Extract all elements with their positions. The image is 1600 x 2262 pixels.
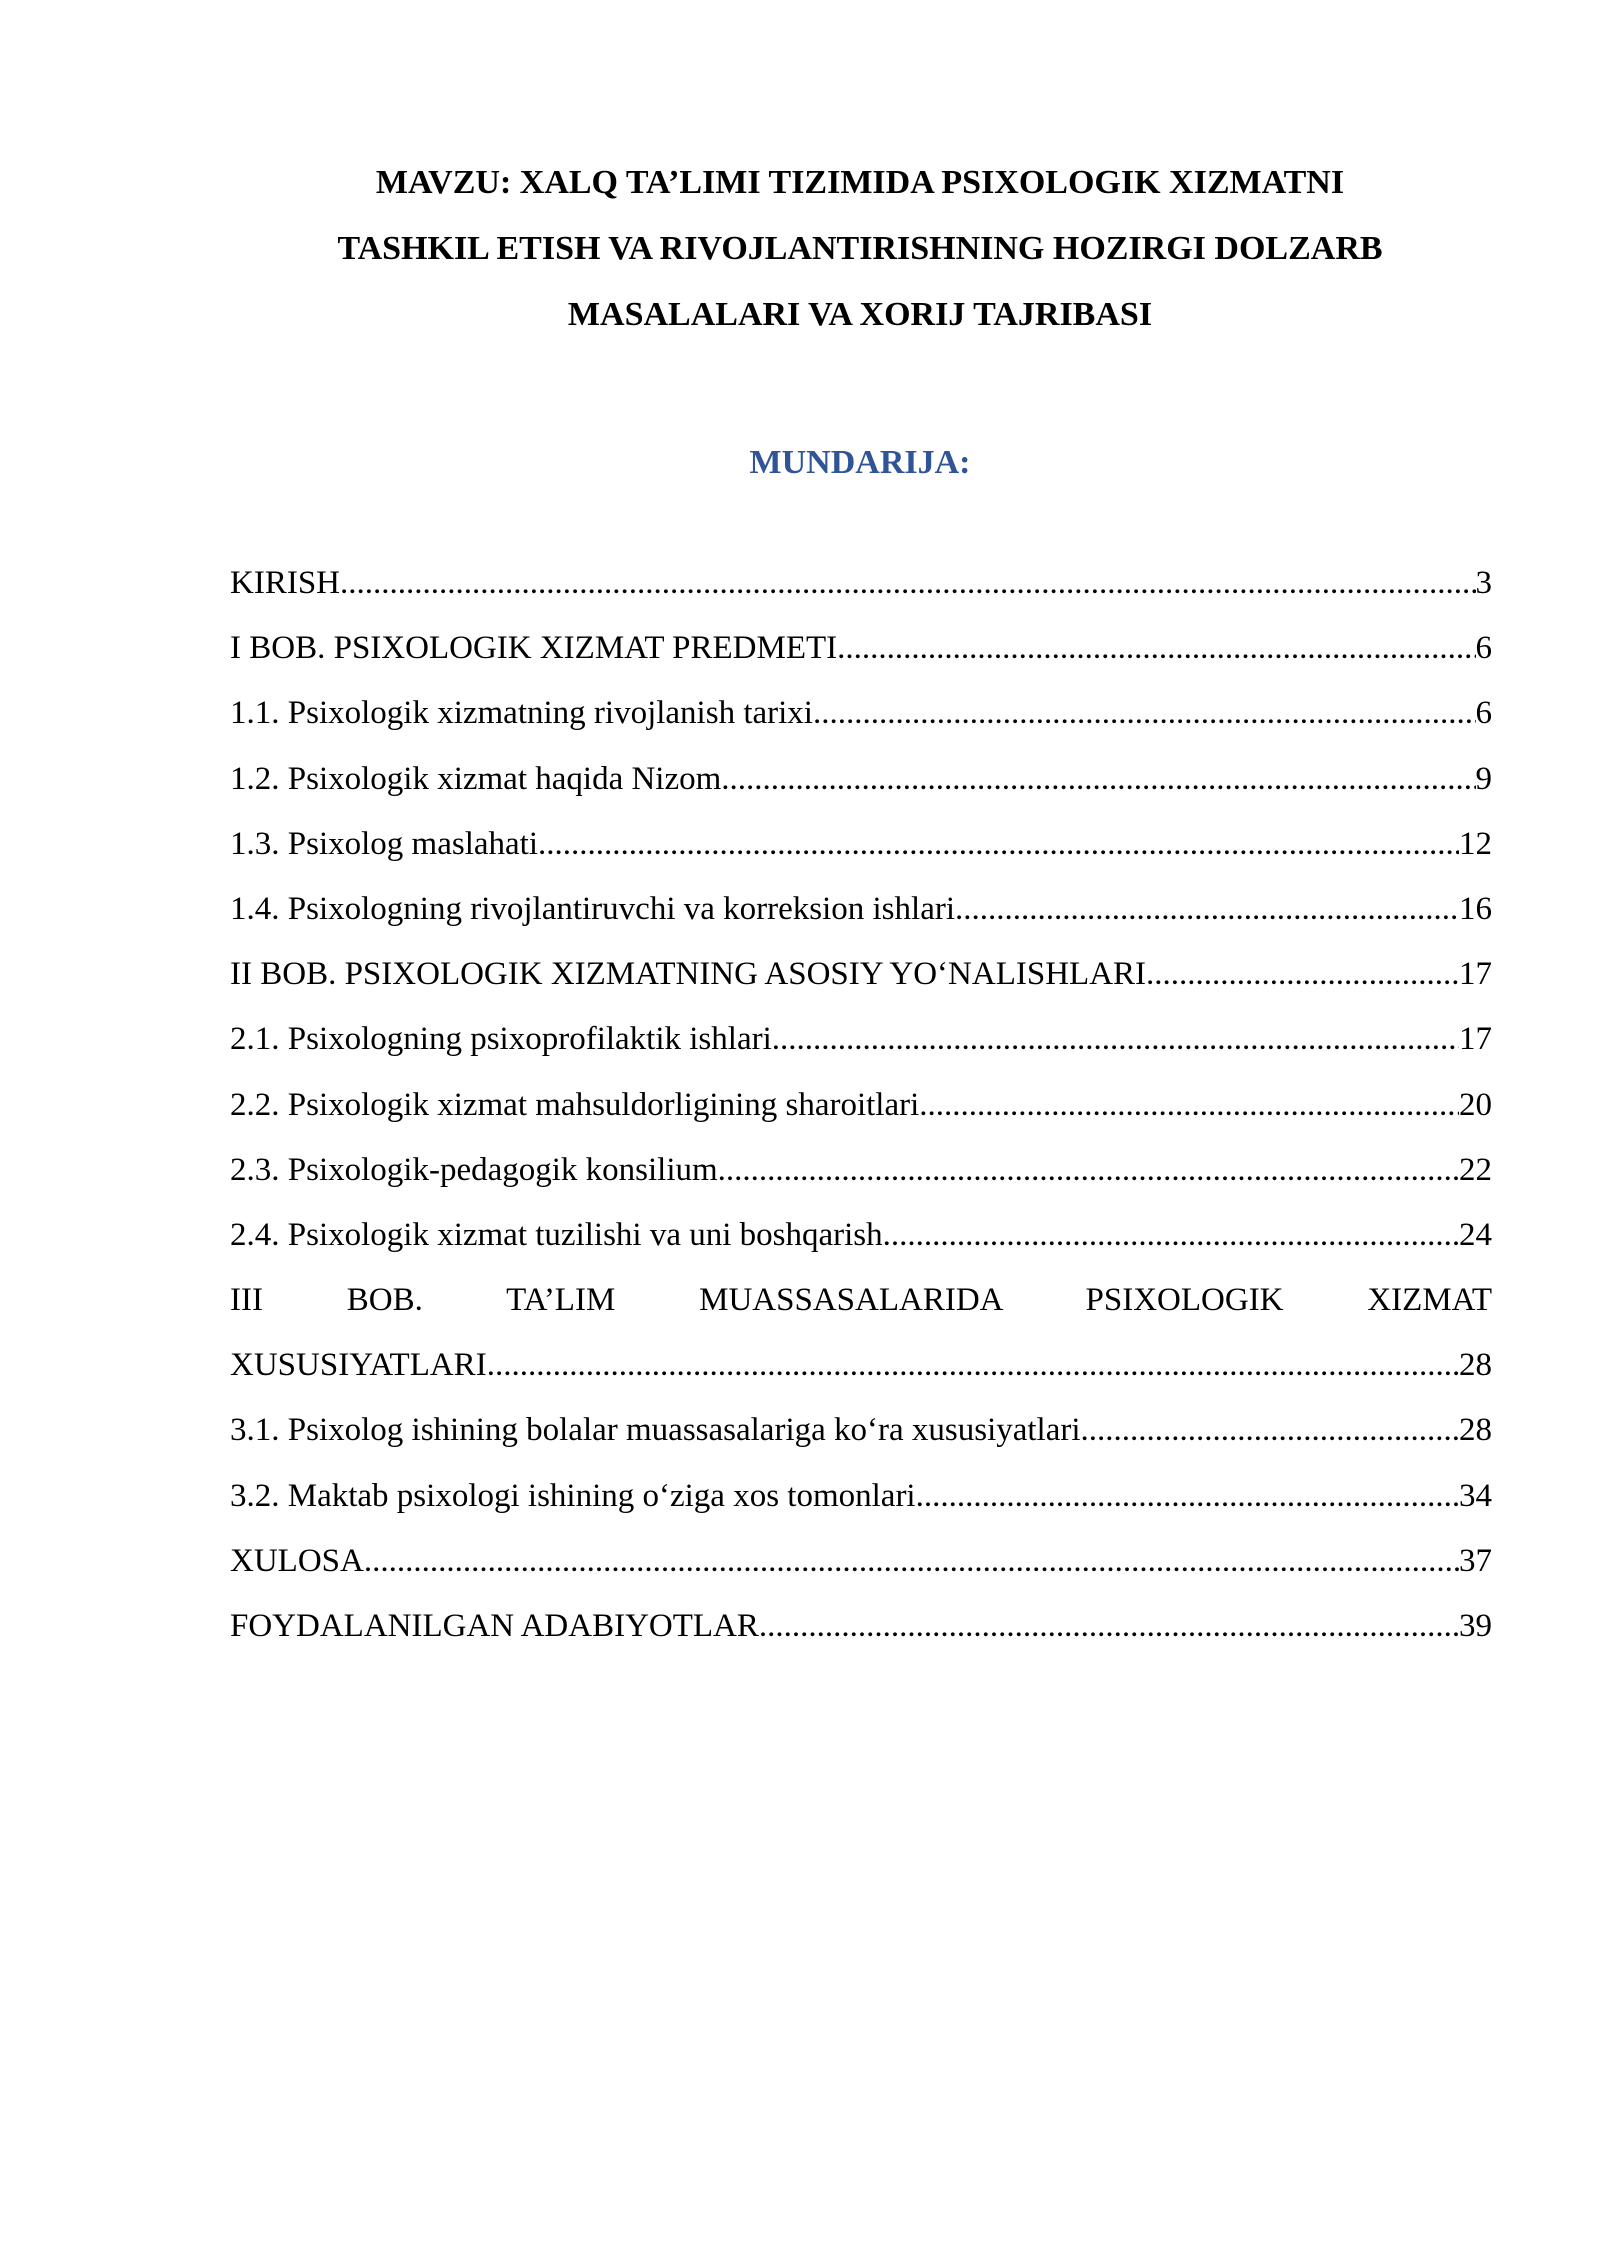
toc-entry[interactable] — [230, 747, 1492, 812]
toc-entry-page: 34 — [1459, 1477, 1492, 1514]
toc-entry[interactable] — [230, 681, 1492, 746]
toc-entry-label: 3.1. Psixolog ishining bolalar muassasalariga ko‘ra xususiyatlari — [230, 1412, 1081, 1449]
toc-entry-label: 1.1. Psixologik xizmatning rivojlanish tarixi — [230, 695, 813, 732]
document-title — [250, 150, 1470, 348]
toc-entry-page: 17 — [1459, 1021, 1492, 1058]
title-line-2: TASHKIL ETISH VA RIVOJLANTIRISHNING HOZIRGI DOLZARB — [337, 230, 1383, 267]
toc-entry-label: 1.2. Psixologik xizmat haqida Nizom — [230, 760, 722, 797]
toc-entry[interactable] — [230, 942, 1492, 1007]
toc-entry-page: 37 — [1459, 1542, 1492, 1579]
toc-dot-leader — [340, 551, 1475, 616]
toc-dot-leader — [1146, 942, 1459, 1007]
toc-entry-page: 12 — [1459, 825, 1492, 862]
toc-entry-label: 2.4. Psixologik xizmat tuzilishi va uni boshqarish — [230, 1216, 883, 1253]
toc-entry-label: 2.2. Psixologik xizmat mahsuldorligining sharoitlari — [230, 1086, 920, 1123]
toc-entry-page: 3 — [1475, 565, 1492, 601]
toc-dot-leader — [955, 877, 1459, 942]
toc-entry[interactable] — [230, 1398, 1492, 1463]
toc-entry-page: 28 — [1459, 1412, 1492, 1449]
toc-entry[interactable] — [230, 1464, 1492, 1529]
toc-dot-leader — [1081, 1398, 1459, 1463]
toc-entry[interactable] — [230, 812, 1492, 877]
toc-entry-label: 2.3. Psixologik-pedagogik konsilium — [230, 1151, 718, 1188]
toc-entry-label: FOYDALANILGAN ADABIYOTLAR — [230, 1608, 759, 1644]
toc-entry-label: KIRISH — [230, 565, 341, 601]
toc-entry[interactable] — [230, 616, 1492, 681]
toc-entry-page: 16 — [1459, 890, 1492, 927]
toc-entry-label: XULOSA — [230, 1542, 364, 1579]
toc-dot-leader — [718, 1138, 1459, 1203]
toc-entry-label-line-1: III BOB. TA’LIM MUASSASALARIDA PSIXOLOGIK XIZMAT — [230, 1282, 1492, 1319]
toc-dot-leader — [538, 812, 1459, 877]
toc-dot-leader — [721, 747, 1475, 812]
toc-dot-leader — [759, 1594, 1459, 1659]
toc-dot-leader — [487, 1333, 1459, 1398]
toc-heading: MUNDARIJA: — [749, 444, 971, 481]
title-line-1: MAVZU: XALQ TA’LIMI TIZIMIDA PSIXOLOGIK XIZMATNI — [375, 164, 1345, 201]
toc-entry-page: 6 — [1475, 630, 1492, 667]
toc-entry-page: 24 — [1459, 1216, 1492, 1253]
toc-entry-page: 9 — [1475, 760, 1492, 797]
toc-entry-label: 3.2. Maktab psixologi ishining o‘ziga xos tomonlari — [230, 1477, 916, 1514]
toc-entry[interactable] — [230, 1529, 1492, 1594]
toc-dot-leader — [919, 1073, 1459, 1138]
title-line-3: MASALALARI VA XORIJ TAJRIBASI — [567, 296, 1153, 333]
toc-entry[interactable] — [230, 1138, 1492, 1203]
toc-entry[interactable] — [230, 551, 1492, 616]
toc-entry[interactable] — [230, 1073, 1492, 1138]
toc-entry[interactable] — [230, 1333, 1492, 1398]
toc-entry-page: 22 — [1459, 1151, 1492, 1188]
toc-entry[interactable] — [230, 1594, 1492, 1659]
toc-entry-label: I BOB. PSIXOLOGIK XIZMAT PREDMETI — [230, 630, 838, 667]
toc-entry-label: II BOB. PSIXOLOGIK XIZMATNING ASOSIY YO‘NALISHLARI — [230, 956, 1147, 993]
toc-entry-page: 20 — [1459, 1086, 1492, 1123]
toc-dot-leader — [916, 1464, 1459, 1529]
toc-entry-page: 6 — [1475, 695, 1492, 732]
toc-entry-label: XUSUSIYATLARI — [230, 1347, 487, 1384]
toc-dot-leader — [837, 616, 1475, 681]
table-of-contents — [230, 551, 1492, 1659]
toc-entry-label: 1.4. Psixologning rivojlantiruvchi va korreksion ishlari — [230, 890, 956, 927]
toc-entry-label: 2.1. Psixologning psixoprofilaktik ishlari — [230, 1021, 772, 1058]
toc-entry-label: 1.3. Psixolog maslahati — [230, 825, 538, 862]
toc-entry[interactable] — [230, 877, 1492, 942]
toc-entry-page: 39 — [1459, 1608, 1492, 1644]
toc-dot-leader — [813, 681, 1476, 746]
toc-dot-leader — [883, 1203, 1459, 1268]
toc-dot-leader — [364, 1529, 1459, 1594]
toc-entry[interactable] — [230, 1203, 1492, 1268]
toc-entry-page: 17 — [1459, 956, 1492, 993]
toc-entry[interactable] — [230, 1007, 1492, 1072]
toc-entry-page: 28 — [1459, 1347, 1492, 1384]
toc-dot-leader — [772, 1007, 1459, 1072]
toc-entry-wrapped-line[interactable] — [230, 1268, 1492, 1333]
